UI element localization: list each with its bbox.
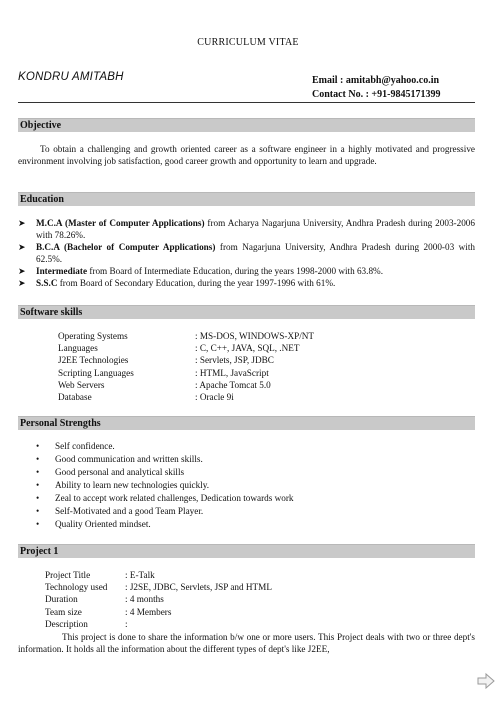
bullet-dot-icon: • bbox=[36, 493, 40, 503]
section-header-skills bbox=[18, 305, 475, 319]
degree-name: S.S.C bbox=[36, 278, 58, 288]
skill-label: Database bbox=[58, 392, 92, 403]
list-item: • Good personal and analytical skills bbox=[36, 467, 185, 477]
project-value: : 4 months bbox=[125, 594, 164, 605]
bullet-dot-icon: • bbox=[36, 519, 40, 529]
phone-line: Contact No. : +91-9845171399 bbox=[312, 89, 441, 100]
education-list bbox=[18, 217, 475, 289]
section-header-strengths bbox=[18, 416, 475, 430]
bullet-dot-icon: • bbox=[36, 480, 40, 490]
skill-value: : HTML, JavaScript bbox=[195, 367, 269, 378]
degree-name: B.C.A (Bachelor of Computer Applications) bbox=[36, 242, 216, 252]
project-label: Duration bbox=[45, 594, 78, 605]
section-title: Objective bbox=[20, 120, 62, 131]
project-details bbox=[45, 569, 272, 630]
list-item: • Quality Oriented mindset. bbox=[36, 519, 151, 529]
skill-value: : Apache Tomcat 5.0 bbox=[195, 379, 271, 390]
section-title: Project 1 bbox=[20, 546, 59, 557]
candidate-name: KONDRU AMITABH bbox=[18, 71, 124, 83]
education-item bbox=[18, 265, 475, 277]
skills-table bbox=[58, 330, 314, 403]
education-item bbox=[18, 217, 475, 241]
list-item: • Good communication and written skills. bbox=[36, 454, 203, 464]
section-title: Personal Strengths bbox=[20, 418, 101, 429]
next-page-arrow-icon[interactable] bbox=[477, 672, 495, 690]
project-row bbox=[45, 581, 272, 593]
project-value: : E-Talk bbox=[125, 570, 155, 580]
section-header-education bbox=[18, 192, 475, 206]
project-description: This project is done to share the information b/w one or more users. This Project deals with two or three dept's information. It holds all the information about the different types of dept's like J2EE, bbox=[18, 632, 475, 654]
skill-row bbox=[58, 391, 314, 403]
project-row bbox=[45, 569, 272, 581]
skill-row bbox=[58, 367, 314, 379]
objective-text: To obtain a challenging and growth oriented career as a software engineer in a highly motivated and progressive environment involving job satisfaction, good career growth and opportunity to learn and upgrade. bbox=[18, 144, 475, 166]
degree-detail: from Nagarjuna University, Andhra Pradesh during 2000-03 with 62.5%. bbox=[36, 242, 476, 264]
project-row bbox=[45, 593, 272, 605]
skill-value: : Servlets, JSP, JDBC bbox=[195, 355, 274, 366]
skill-label: Web Servers bbox=[58, 379, 105, 390]
skill-label: J2EE Technologies bbox=[58, 355, 129, 366]
project-value: : bbox=[125, 618, 128, 629]
arrow-bullet-icon: ➤ bbox=[18, 278, 26, 288]
degree-detail: from Acharya Nagarjuna University, Andhra Pradesh during 2003-2006 with 78.26%. bbox=[36, 218, 475, 240]
section-header-project bbox=[18, 544, 475, 558]
email-line: Email : amitabh@yahoo.co.in bbox=[312, 75, 440, 86]
list-item: • Ability to learn new technologies quickly. bbox=[36, 480, 210, 490]
skill-value: : C, C++, JAVA, SQL, .NET bbox=[195, 343, 300, 354]
section-title: Software skills bbox=[20, 307, 83, 318]
project-label: Description bbox=[45, 618, 88, 629]
project-row bbox=[45, 618, 272, 630]
project-value: : J2SE, JDBC, Servlets, JSP and HTML bbox=[125, 582, 272, 593]
skill-row bbox=[58, 354, 314, 366]
document-title: CURRICULUM VITAE bbox=[197, 37, 299, 48]
degree-detail: from Board of Intermediate Education, during the years 1998-2000 with 63.8%. bbox=[87, 266, 383, 276]
project-label: Team size bbox=[45, 606, 82, 617]
project-label: Project Title bbox=[45, 570, 91, 580]
bullet-dot-icon: • bbox=[36, 467, 40, 477]
skill-row bbox=[58, 342, 314, 354]
section-title: Education bbox=[20, 194, 64, 205]
skill-value: : Oracle 9i bbox=[195, 392, 234, 403]
project-value: : 4 Members bbox=[125, 606, 172, 617]
arrow-bullet-icon: ➤ bbox=[18, 242, 26, 252]
skill-row bbox=[58, 379, 314, 391]
bullet-dot-icon: • bbox=[36, 454, 40, 464]
list-item: • Zeal to accept work related challenges, Dedication towards work bbox=[36, 493, 294, 503]
project-row bbox=[45, 606, 272, 618]
bullet-dot-icon: • bbox=[36, 441, 40, 451]
list-item: • Self-Motivated and a good Team Player. bbox=[36, 506, 204, 516]
skill-label: Operating Systems bbox=[58, 331, 128, 341]
degree-detail: from Board of Secondary Education, during the year 1997-1996 with 61%. bbox=[57, 278, 336, 288]
strengths-list bbox=[36, 440, 294, 531]
arrow-bullet-icon: ➤ bbox=[18, 266, 26, 276]
arrow-bullet-icon: ➤ bbox=[18, 218, 26, 228]
contact-block bbox=[312, 74, 440, 102]
section-header-objective bbox=[18, 118, 475, 132]
degree-name: Intermediate bbox=[36, 266, 88, 276]
list-item: • Self confidence. bbox=[36, 441, 115, 451]
education-item bbox=[18, 277, 475, 289]
skill-value: : MS-DOS, WINDOWS-XP/NT bbox=[195, 331, 315, 341]
education-item bbox=[18, 241, 475, 265]
skill-row bbox=[58, 330, 314, 342]
header-divider bbox=[18, 102, 475, 103]
bullet-dot-icon: • bbox=[36, 506, 40, 516]
skill-label: Scripting Languages bbox=[58, 367, 134, 378]
skill-label: Languages bbox=[58, 343, 98, 354]
project-label: Technology used bbox=[45, 582, 108, 593]
degree-name: M.C.A (Master of Computer Applications) bbox=[36, 218, 205, 228]
